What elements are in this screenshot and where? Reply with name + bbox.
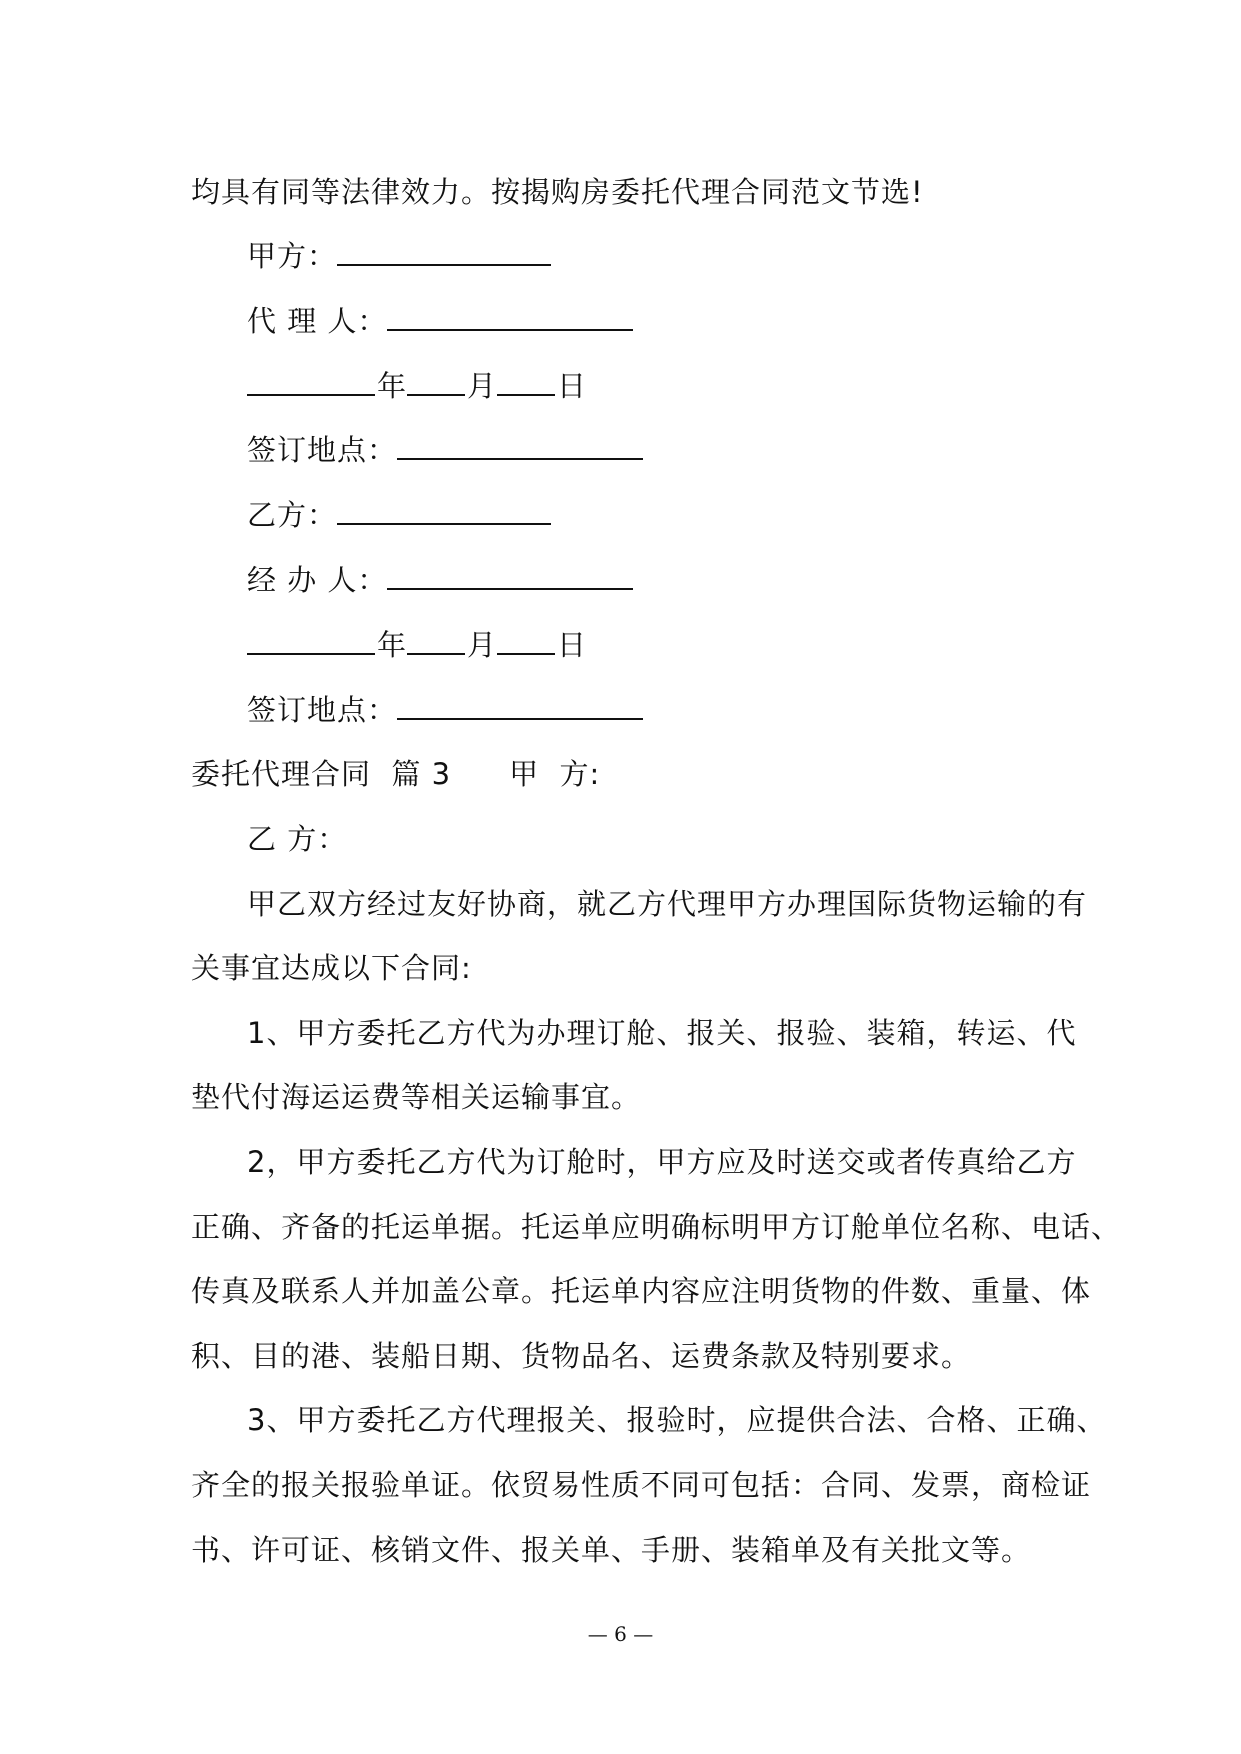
paragraph-line: 关事宜达成以下合同: bbox=[191, 951, 472, 985]
paragraph-line: 2，甲方委托乙方代为订舱时，甲方应及时送交或者传真给乙方 bbox=[247, 1145, 1077, 1179]
fill-blank[interactable] bbox=[397, 692, 643, 720]
fill-blank[interactable] bbox=[337, 497, 551, 525]
fill-blank[interactable] bbox=[397, 432, 643, 460]
paragraph-line: 1、甲方委托乙方代为办理订舱、报关、报验、装箱，转运、代 bbox=[247, 1016, 1077, 1050]
day-blank[interactable] bbox=[497, 368, 555, 396]
year-blank[interactable] bbox=[247, 627, 375, 655]
section-title: 委托代理合同 篇 3 bbox=[191, 757, 452, 791]
section-party-a: 甲 方: bbox=[509, 757, 601, 791]
paragraph-line: 垫代付海运运费等相关运输事宜。 bbox=[191, 1080, 642, 1114]
party-a-label: 甲方： bbox=[247, 239, 338, 273]
month-label: 月 bbox=[467, 628, 498, 662]
year-blank[interactable] bbox=[247, 368, 375, 396]
day-label: 日 bbox=[557, 628, 588, 662]
fill-blank[interactable] bbox=[337, 238, 551, 266]
date-line-a bbox=[247, 364, 587, 405]
place-line-a bbox=[247, 428, 645, 469]
place-line-b bbox=[247, 688, 645, 729]
paragraph-line: 齐全的报关报验单证。依贸易性质不同可包括：合同、发票，商检证 bbox=[191, 1468, 1092, 1502]
day-label: 日 bbox=[557, 369, 588, 403]
party-a-signature-line bbox=[247, 234, 553, 275]
text-line: 均具有同等法律效力。按揭购房委托代理合同范文节选! bbox=[191, 175, 924, 209]
paragraph-line: 传真及联系人并加盖公章。托运单内容应注明货物的件数、重量、体 bbox=[191, 1274, 1092, 1308]
day-blank[interactable] bbox=[497, 627, 555, 655]
place-label: 签订地点： bbox=[247, 693, 398, 727]
month-label: 月 bbox=[467, 369, 498, 403]
fill-blank[interactable] bbox=[387, 303, 633, 331]
paragraph-line: 正确、齐备的托运单据。托运单应明确标明甲方订舱单位名称、电话、 bbox=[191, 1210, 1122, 1244]
month-blank[interactable] bbox=[407, 627, 465, 655]
agent-signature-line bbox=[247, 299, 635, 340]
agent-label: 代 理 人： bbox=[247, 304, 388, 338]
year-label: 年 bbox=[377, 628, 408, 662]
section-party-b: 乙 方： bbox=[247, 822, 348, 856]
section-header-line bbox=[191, 752, 600, 793]
fill-blank[interactable] bbox=[387, 562, 633, 590]
paragraph-line: 甲乙双方经过友好协商，就乙方代理甲方办理国际货物运输的有 bbox=[247, 887, 1088, 921]
page-number: — 6 — bbox=[587, 1622, 654, 1646]
paragraph-line: 积、目的港、装船日期、货物品名、运费条款及特别要求。 bbox=[191, 1339, 972, 1373]
year-label: 年 bbox=[377, 369, 408, 403]
paragraph-line: 书、许可证、核销文件、报关单、手册、装箱单及有关批文等。 bbox=[191, 1533, 1032, 1567]
party-b-signature-line bbox=[247, 493, 553, 534]
handler-signature-line bbox=[247, 558, 635, 599]
month-blank[interactable] bbox=[407, 368, 465, 396]
party-b-label: 乙方： bbox=[247, 498, 338, 532]
paragraph-line: 3、甲方委托乙方代理报关、报验时，应提供合法、合格、正确、 bbox=[247, 1403, 1107, 1437]
date-line-b bbox=[247, 623, 587, 664]
handler-label: 经 办 人： bbox=[247, 563, 388, 597]
place-label: 签订地点： bbox=[247, 433, 398, 467]
